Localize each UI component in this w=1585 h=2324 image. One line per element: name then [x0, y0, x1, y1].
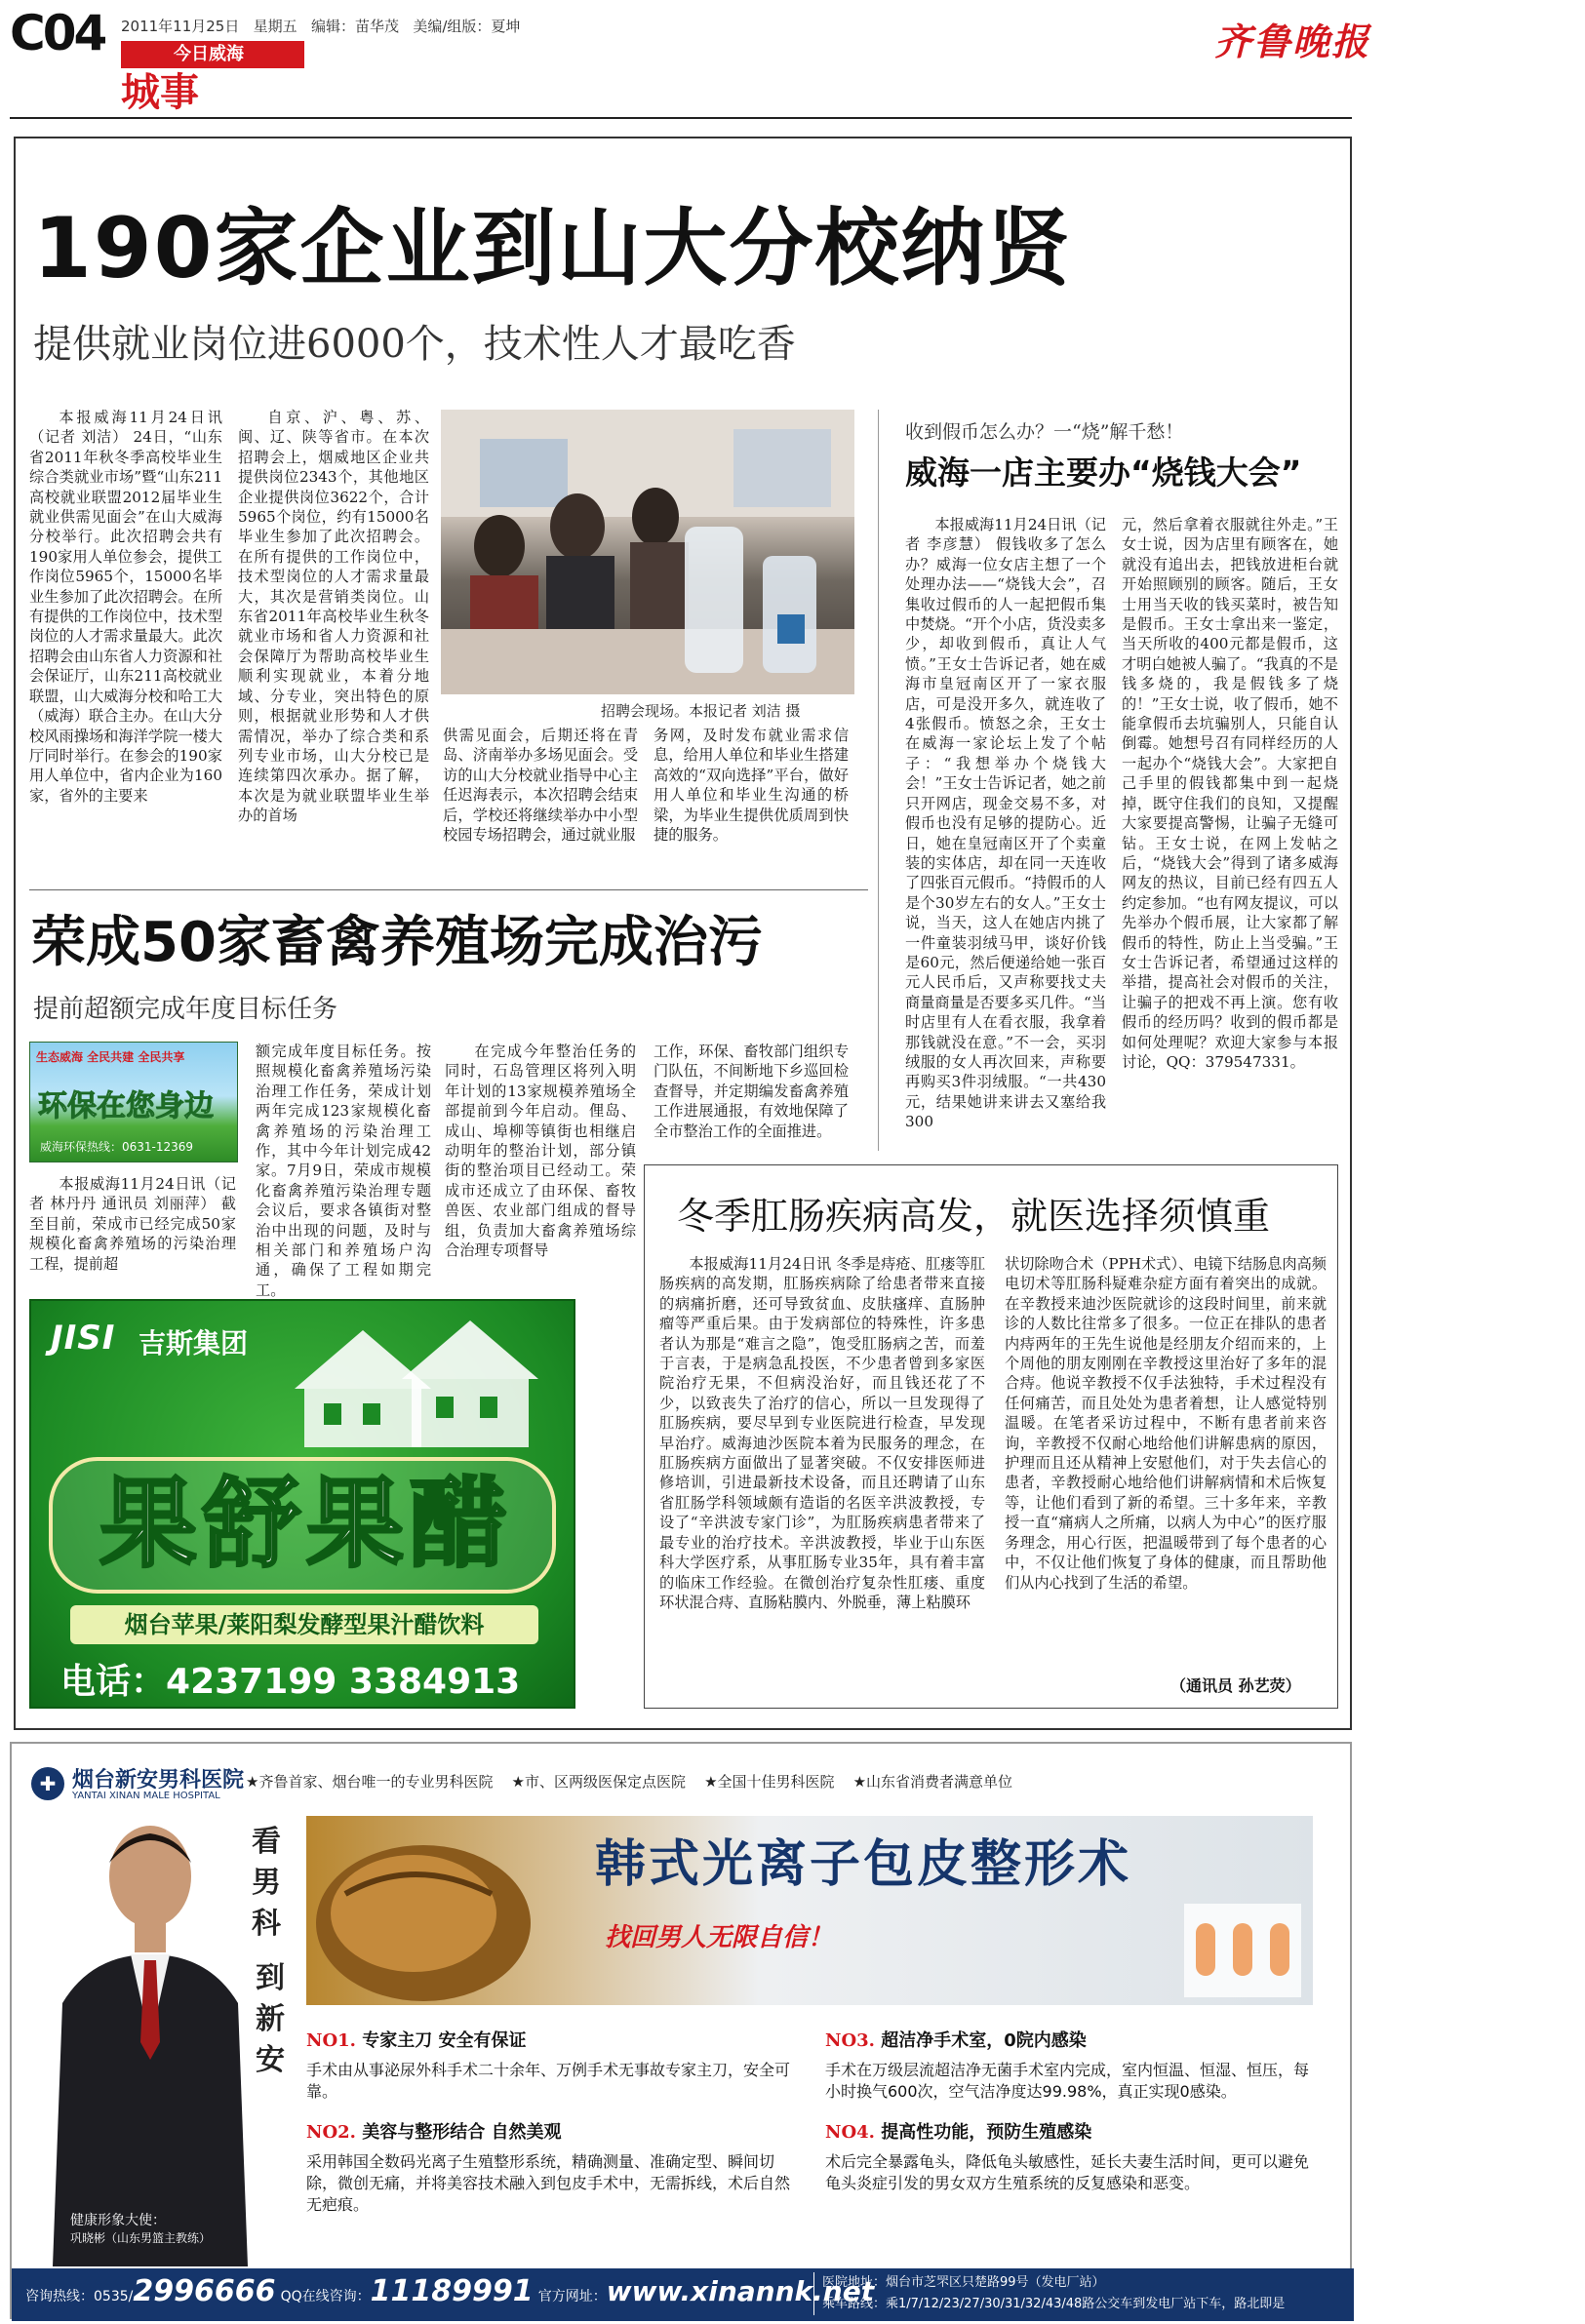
feature-item-2: [306, 2118, 794, 2216]
feature-text: 术后完全暴露龟头，降低龟头敏感性，延长夫妻生活时间，更可以避免龟头炎症引发的男女双方生殖系统的反复感染和恶变。: [825, 2152, 1310, 2192]
lead-paragraph: 自京、沪、粤、苏、闽、辽、陕等省市。在本次招聘会上，烟威地区企业共提供岗位2343个，其他地区企业提供岗位3622个，合计5965个岗位，约有15000名毕业生参加了此次招聘会。在所有提供的工作岗位中，技术型岗位的人才需求量最大，其次是营销类岗位。山东省2011年高校毕业生秋冬就业市场和省人力资源和社会保障厅为帮助高校毕业生顺利实现就业，本着分地域、分专业，突出特色的原则，根据就业形势和人才供需情况，举办了综合类和系列专业市场，山大分校已是连续第四次承办。据了解，本次是为就业联盟毕业生举办的首场: [238, 409, 429, 825]
footer-hotline-label: 咨询热线：0535/: [25, 2289, 134, 2304]
vinegar-ad: [29, 1299, 575, 1709]
health-column-2: [1005, 1254, 1327, 1672]
vinegar-phone-label: 电话：: [60, 1662, 167, 1702]
hospital-ad: [10, 1742, 1352, 2319]
lead-column-2: [238, 408, 429, 870]
paper-name-logo: 齐鲁晚报: [1214, 20, 1371, 63]
health-paragraph: 状切除吻合术（PPH术式）、电镜下结肠息肉高频电切术等肛肠科疑难杂症方面有着突出的成就。在辛教授来迪沙医院就诊的这段时间里，前来就诊的人数比往常多了很多。一位正在排队的患者内痔两年的王先生说他是经朋友介绍而来的，上个周他的朋友刚刚在辛教授这里治好了多年的混合痔。他说辛教授不仅手法独特，手术过程没有任何痛苦，而且处处为患者着想，让人感觉特别温暖。在笔者采访过程中，不断有患者前来咨询，辛教授不仅耐心地给他们讲解患病的原因，护理而且还从精神上安慰他们，对于失去信心的患者，辛教授耐心地给他们讲解病情和术后恢复等，让他们看到了新的希望。三十多年来，辛教授一直“痛病人之所痛，以病人为中心”的医疗服务理念，用心行医，把温暖带到了每个患者的心中，不仅让他们恢复了身体的健康，而且帮助他们从内心找到了生活的希望。: [1005, 1255, 1327, 1592]
lead-subhead: 提供就业岗位进6000个，技术性人才最吃香: [33, 322, 796, 367]
hospital-tagline: ★齐鲁首家、烟台唯一的专业男科医院: [246, 1773, 494, 1791]
footer-address: 医院地址：烟台市芝罘区只楚路99号（发电厂站）: [822, 2275, 1105, 2290]
section-tag: 今日威海: [121, 41, 304, 68]
lead-column-4: [654, 726, 849, 872]
banner-subtitle: 找回男人无限自信！: [605, 1923, 834, 1952]
hospital-name-en: YANTAI XINAN MALE HOSPITAL: [72, 1791, 220, 1801]
lead-paragraph: 供需见面会，后期还将在青岛、济南举办多场见面会。受访的山大分校就业指导中心主任迟海表示，本次招聘会结束后，学校还将继续举办中小型校园专场招聘会，通过就业服: [443, 727, 638, 845]
ambassador-caption: [70, 2212, 211, 2247]
health-headline: 冬季肛肠疾病高发，就医选择须慎重: [677, 1195, 1271, 1238]
feature-title: 专家主刀 安全有保证: [362, 2030, 527, 2051]
feature-text: 采用韩国全数码光离子生殖整形系统，精确测量、准确定型、瞬间切除，微创无痛，并将美容技术融入到包皮手术中，无需拆线，术后自然无疤痕。: [306, 2152, 791, 2214]
vinegar-product-name: 果舒果醋: [99, 1466, 513, 1581]
feature-number: NO3.: [825, 2030, 875, 2051]
farm-paragraph: 在完成今年整治任务的同时，石岛管理区将列入明年计划的13家规模养殖场全部提前到今年启动。俚岛、成山、埠柳等镇街也相继启动明年的整治计划，部分镇街的整治项目已经动工。荣成市还成立了由环保、畜牧兽医、农业部门组成的督导组，负责加大畜禽养殖场综合治理专项督导: [445, 1043, 636, 1260]
eco-badge: [29, 1042, 238, 1162]
lead-paragraph: 务网，及时发布就业需求信息，给用人单位和毕业生搭建高效的“双向选择”平台，做好用人单位和毕业生沟通的桥梁，为毕业生提供优质周到快捷的服务。: [654, 727, 849, 845]
hospital-logo-icon: ✚: [31, 1767, 64, 1800]
money-paragraph: 元，然后拿着衣服就往外走。”王女士说，因为店里有顾客在，她就没有追出去，把钱放进柜台就开始照顾别的顾客。随后，王女士用当天收的钱买菜时，被告知是假币。王女士拿出来一鉴定，当天所收的400元都是假币，这才明白她被人骗了。“我真的不是钱多烧的，我是假钱多了烧的！”王女士说，收了假币，她不能拿假币去坑骗别人，只能自认倒霉。她想号召有同样经历的人一起办个“烧钱大会”。大家把自己手里的假钱都集中到一起烧掉，既守住我们的良知，又提醒大家要提高警惕，让骗子无缝可钻。王女士说，在网上发帖之后，“烧钱大会”得到了诸多威海网友的热议，目前已经有四五人约定参加。“也有网友提议，可以先举办个假币展，让大家都了解假币的特性，防止上当受骗。”王女士告诉记者，希望通过这样的举措，提高社会对假币的关注，让骗子的把戏不再上演。您有收假币的经历吗？收到的假币都是如何处理呢？欢迎大家参与本报讨论，QQ：379547331。: [1122, 516, 1338, 1071]
footer-web[interactable]: www.xinannk.net: [606, 2275, 875, 2307]
farm-subhead: 提前超额完成年度目标任务: [33, 995, 338, 1024]
vinegar-tagline: 烟台苹果/莱阳梨发酵型果汁醋饮料: [70, 1605, 538, 1644]
eco-badge-slogan: 生态威海 全民共建 全民共享: [36, 1050, 185, 1064]
feature-number: NO4.: [825, 2122, 875, 2143]
lead-column-1: [29, 408, 222, 870]
job-fair-illustration: [441, 410, 854, 694]
feature-title: 提高性功能，预防生殖感染: [881, 2122, 1092, 2143]
money-headline: 威海一店主要办“烧钱大会”: [905, 453, 1302, 492]
farm-headline: 荣成50家畜禽养殖场完成治污: [31, 911, 763, 974]
header-designer: 美编/组版：夏坤: [413, 18, 521, 35]
farm-column-3: [445, 1042, 636, 1289]
farm-paragraph: 本报威海11月24日讯（记者 林丹丹 通讯员 刘丽萍） 截至目前，荣成市已经完成50家规模化畜禽养殖场的污染治理工程，提前超: [29, 1175, 236, 1273]
hospital-tagline: ★山东省消费者满意单位: [852, 1773, 1013, 1791]
column-divider: [878, 410, 879, 1151]
money-paragraph: 本报威海11月24日讯（记者 李彦慧） 假钱收多了怎么办？威海一位女店主想了一个处理办法——“烧钱大会”，召集收过假币的人一起把假币集中焚烧。“开个小店，货没卖多少，却收到假币，真让人气愤。”王女士告诉记者，她在威海市皇冠南区开了一家衣服店，可是没开多久，就连收了4张假币。愤怒之余，王女士在威海一家论坛上发了个帖子：“我想举办个烧钱大会！”王女士告诉记者，她之前只开网店，现金交易不多，对假币也没有足够的提防心。近日，她在皇冠南区开了个卖童装的实体店，却在同一天连收了四张百元假币。“持假币的人是个30岁左右的女人。”王女士说，当天，这人在她店内挑了一件童装羽绒马甲，谈好价钱是60元，然后便递给她一张百元人民币后，又声称要找丈夫商量商量是否要多买几件。“当时店里有人在看衣服，我拿着那钱就没在意。”不一会，买羽绒服的女人再次回来，声称要再购买3件羽绒服。“一共430元，结果她讲来讲去又塞给我300: [905, 516, 1106, 1131]
banner-title: 韩式光离子包皮整形术: [595, 1834, 1132, 1894]
section-title: 城事: [121, 69, 199, 115]
house-illustration: [275, 1311, 558, 1457]
hospital-taglines: [246, 1771, 1012, 1792]
footer-qq-label: QQ在线咨询：: [280, 2289, 371, 2304]
money-kicker: 收到假币怎么办？一“烧”解千愁！: [905, 421, 1184, 443]
hospital-tagline: ★全国十佳男科医院: [704, 1773, 835, 1791]
hospital-name: 烟台新安男科医院: [72, 1768, 245, 1792]
eco-badge-hotline: 威海环保热线：0631-12369: [40, 1140, 194, 1154]
farm-column-4: [654, 1042, 849, 1168]
farm-paragraph: 工作，环保、畜牧部门组织专门队伍，不间断地下乡巡回检查督导，并定期编发畜禽养殖工作进展通报，有效地保障了全市整治工作的全面推进。: [654, 1043, 849, 1140]
footer-hotline: 2996666: [133, 2274, 276, 2308]
feature-item-3: [825, 2027, 1313, 2103]
lead-paragraph: 本报威海11月24日讯（记者 刘洁） 24日，“山东省2011年秋冬季高校毕业生综合类就业市场”暨“山东211高校就业联盟2012届毕业生就业供需见面会”在山大威海分校举行。此次招聘会共有190家用人单位参会，提供工作岗位5965个，15000名毕业生参加了此次招聘会。在所有提供的工作岗位中，技术型岗位的人才需求量最大。此次招聘会由山东省人力资源和社会保证厅，山东211高校就业联盟，山大威海分校和哈工大（威海）联合主办。在山大分校风雨操场和海洋学院一楼大厅同时举行。在参会的190家用人单位中，省内企业为160家，省外的主要来: [29, 409, 222, 805]
photo-caption: 招聘会现场。本报记者 刘洁 摄: [601, 702, 801, 720]
footer-directions: [813, 2272, 1285, 2315]
header-meta: [121, 16, 520, 36]
hospital-footer: [12, 2268, 1354, 2321]
money-column-1: [905, 515, 1106, 1139]
feature-number: NO2.: [306, 2122, 356, 2143]
ambassador-name: 巩晓彬（山东男篮主教练）: [70, 2231, 212, 2245]
surgery-banner: [306, 1816, 1313, 2005]
farm-column-1: [29, 1174, 236, 1289]
footer-bus: 乘车路线：乘1/7/12/23/27/30/31/32/43/48路公交车到发电厂站下车，路北即是: [822, 2297, 1286, 2311]
farm-column-2: [256, 1042, 431, 1299]
health-column-1: [659, 1254, 985, 1699]
lead-headline: 190家企业到山大分校纳贤: [33, 200, 1073, 297]
lead-column-3: [443, 726, 638, 872]
vinegar-phone-numbers: 4237199 3384913: [166, 1662, 521, 1702]
vertical-slogan-1: 看男科: [252, 1825, 281, 1941]
vinegar-brand-logo: JISI: [51, 1319, 116, 1358]
health-byline: （通讯员 孙艺荧）: [1170, 1676, 1301, 1695]
header-date: 2011年11月25日: [121, 18, 240, 35]
hospital-tagline: ★市、区两级医保定点医院: [511, 1773, 686, 1791]
feature-text: 手术在万级层流超洁净无菌手术室内完成，室内恒温、恒湿、恒压，每小时换气600次，空气洁净度达99.98%，真正实现0感染。: [825, 2061, 1310, 2101]
feature-title: 超洁净手术室，0院内感染: [881, 2030, 1087, 2051]
footer-qq: 11189991: [370, 2274, 534, 2308]
page-number: C04: [10, 5, 105, 61]
vinegar-brand-name: 吉斯集团: [139, 1327, 249, 1359]
vertical-slogan-2: 到新安: [256, 1961, 285, 2077]
feature-text: 手术由从事泌尿外科手术二十余年、万例手术无事故专家主刀，安全可靠。: [306, 2061, 791, 2101]
section-divider: [29, 889, 868, 890]
spokesperson-photo: [33, 1808, 267, 2266]
header-rule: [10, 117, 1352, 119]
vinegar-phone: [60, 1654, 520, 1704]
job-fair-photo: [441, 410, 854, 694]
health-paragraph: 本报威海11月24日讯 冬季是痔疮、肛瘘等肛肠疾病的高发期，肛肠疾病除了给患者带来直接的病痛折磨，还可导致贫血、皮肤瘙痒、直肠肿瘤等严重后果。由于发病部位的特殊性，许多患者认为那是“难言之隐”，饱受肛肠病之苦，而羞于言表，于是病急乱投医，不少患者曾到多家医院治疗无果，不但病没治好，而且钱还花了不少，以致丧失了治疗的信心，所以一旦发现得了肛肠疾病，要尽早到专业医院进行检查，早发现早治疗。威海迪沙医院本着为民服务的理念，在肛肠疾病方面做出了显著突破。不仅安排医师进修培训，引进最新技术设备，而且还聘请了山东省肛肠学科领域颇有造诣的名医辛洪波教授，专设了“辛洪波专家门诊”，为肛肠疾病患者带来了最专业的治疗技术。辛洪波教授，毕业于山东医科大学医疗系，从事肛肠专业35年，具有着丰富的临床工作经验。在微创治疗复杂性肛瘘、重度环状混合痔、直肠粘膜内、外脱垂，薄上粘膜环: [659, 1255, 985, 1611]
header-editor: 编辑：苗华茂: [311, 18, 400, 35]
feature-number: NO1.: [306, 2030, 356, 2051]
money-column-2: [1122, 515, 1338, 1139]
farm-paragraph: 额完成年度目标任务。按照规模化畜禽养殖场污染治理工作任务，荣成计划两年完成123家规模化畜禽养殖场的污染治理工作，其中今年计划完成42家。7月9日，荣成市规模化畜禽养殖污染治理专题会议后，要求各镇街对整治中出现的问题，及时与相关部门和养殖场户沟通，确保了工程如期完工。: [256, 1043, 431, 1299]
footer-web-label: 官方网址：: [537, 2289, 607, 2304]
feature-title: 美容与整形结合 自然美观: [362, 2122, 562, 2143]
product-diagram: [1184, 1904, 1301, 1997]
footer-contacts: [25, 2274, 874, 2308]
feature-item-1: [306, 2027, 794, 2103]
header-weekday: 星期五: [253, 18, 297, 35]
ambassador-title: 健康形象大使：: [70, 2213, 166, 2228]
fist-graphic: [306, 1816, 560, 2005]
feature-item-4: [825, 2118, 1313, 2194]
eco-badge-title: 环保在您身边: [38, 1089, 214, 1123]
